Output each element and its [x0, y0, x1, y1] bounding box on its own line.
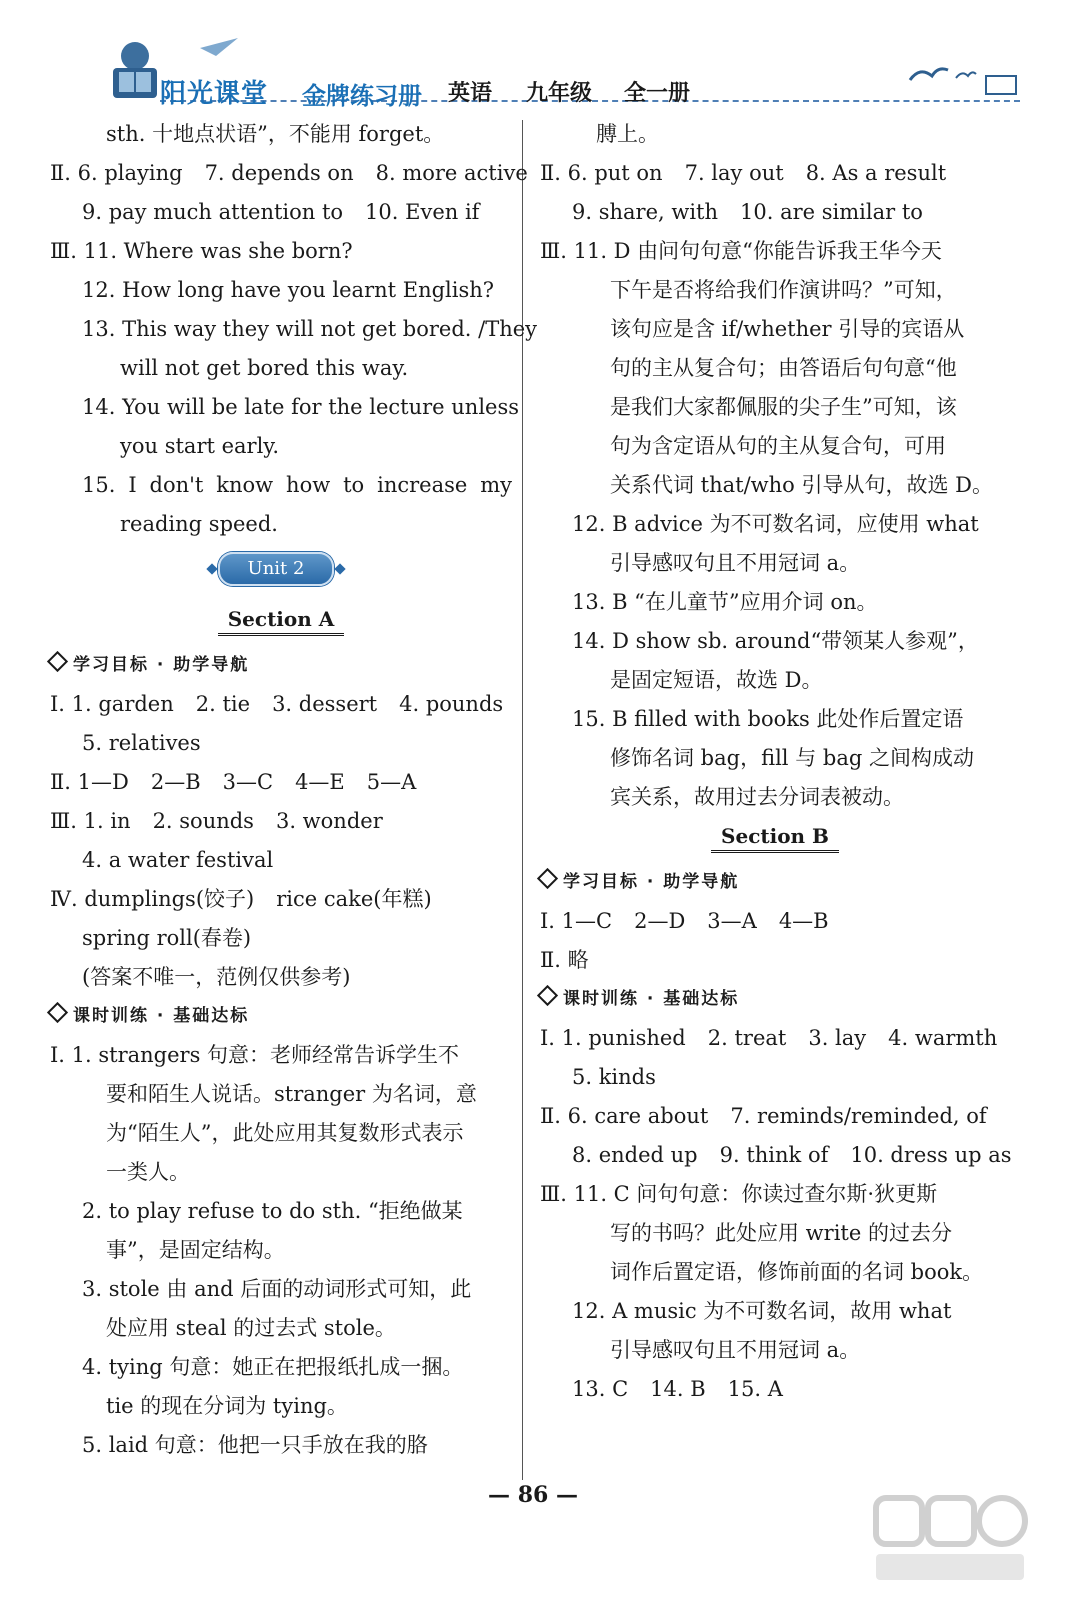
answer-line: 该句应是含 if/whether 引导的宾语从: [610, 317, 965, 341]
answer-line: 13. B “在儿童节”应用介词 on。: [572, 590, 878, 614]
answer-line: Ⅲ. 11. D 由问句句意“你能告诉我王华今天: [540, 239, 942, 263]
answer-line: 2. to play refuse to do sth. “拒绝做某: [82, 1199, 463, 1223]
answer-line: Ⅲ. 11. C 问句句意：你读过查尔斯·狄更斯: [540, 1182, 938, 1206]
diamond-bullet-icon: [47, 1002, 68, 1023]
answer-line: Ⅲ. 1. in 2. sounds 3. wonder: [50, 809, 383, 833]
answer-line: 12. How long have you learnt English?: [82, 278, 495, 302]
answer-line: 为“陌生人”，此处应用其复数形式表示: [106, 1121, 464, 1145]
answer-line: tie 的现在分词为 tying。: [106, 1394, 348, 1418]
answer-line: you start early.: [120, 434, 280, 458]
answer-line: 13. This way they will not get bored. /They: [82, 317, 538, 341]
brand-title: 阳光课堂: [160, 79, 269, 109]
answer-line: Ⅱ. 6. care about 7. reminds/reminded, of: [540, 1104, 987, 1128]
answer-line: 9. pay much attention to 10. Even if: [82, 200, 480, 224]
answer-line: 关系代词 that/who 引导从句，故选 D。: [610, 473, 994, 497]
answer-line: 5. kinds: [572, 1065, 656, 1089]
unit-badge: Unit 2: [218, 552, 334, 586]
answer-line: 处应用 steal 的过去式 stole。: [106, 1316, 396, 1340]
answer-line: 句的主从复合句；由答语后句句意“他: [610, 356, 957, 380]
answer-note: (答案不唯一，范例仅供参考): [82, 965, 351, 989]
answer-line: 9. share, with 10. are similar to: [572, 200, 923, 224]
answer-line: 14. You will be late for the lecture unless: [82, 395, 520, 419]
answer-line: 事”，是固定结构。: [106, 1238, 285, 1262]
answer-line: Ⅱ. 1—D 2—B 3—C 4—E 5—A: [50, 770, 417, 794]
answer-line: 14. D show sb. around“带领某人参观”，: [572, 629, 979, 653]
right-column: [540, 115, 1010, 1409]
answer-line: Ⅲ. 11. Where was she born?: [50, 239, 353, 263]
answer-line: 是我们大家都佩服的尖子生”可知，该: [610, 395, 957, 419]
answer-line: 句为含定语从句的主从复合句，可用: [610, 434, 946, 458]
answer-line: 5. relatives: [82, 731, 201, 755]
answer-line: 要和陌生人说话。stranger 为名词，意: [106, 1082, 477, 1106]
watermark-logo-icon: [870, 1490, 1030, 1590]
left-column: [50, 115, 538, 1465]
header-volume: 全一册: [624, 81, 691, 106]
section-a-title: Section A: [50, 600, 512, 646]
answer-line: 引导感叹句且不用冠词 a。: [610, 1338, 861, 1362]
unit-banner: [50, 544, 512, 600]
answer-line: sth. 十地点状语”，不能用 forget。: [106, 122, 445, 146]
answer-line: Ⅳ. dumplings(饺子) rice cake(年糕): [50, 887, 432, 911]
answer-line: 4. tying 句意：她正在把报纸扎成一捆。: [82, 1355, 464, 1379]
page-number: — 86 —: [488, 1482, 578, 1508]
answer-line: will not get bored this way.: [120, 356, 409, 380]
answer-line: 写的书吗？此处应用 write 的过去分: [610, 1221, 952, 1245]
answer-line: Ⅰ. 1. punished 2. treat 3. lay 4. warmth: [540, 1026, 998, 1050]
page-header: [40, 30, 1020, 110]
answer-line: 4. a water festival: [82, 848, 274, 872]
answer-line: Ⅱ. 略: [540, 948, 589, 972]
answer-line: 15. B filled with books 此处作后置定语: [572, 707, 964, 731]
subheading: 学习目标 · 助学导航: [540, 863, 1010, 902]
answer-line: 12. A music 为不可数名词，故用 what: [572, 1299, 952, 1323]
section-b-title: Section B: [540, 817, 1010, 863]
header-grade: 九年级: [526, 81, 593, 106]
answer-line: 5. laid 句意：他把一只手放在我的胳: [82, 1433, 428, 1457]
answer-line: 3. stole 由 and 后面的动词形式可知，此: [82, 1277, 472, 1301]
answer-line: 引导感叹句且不用冠词 a。: [610, 551, 861, 575]
diamond-bullet-icon: [537, 868, 558, 889]
answer-line: 13. C 14. B 15. A: [572, 1377, 783, 1401]
header-subject: 英语: [448, 81, 493, 106]
birds-decoration-icon: [900, 50, 1020, 100]
answer-line: 15. I don't know how to increase my: [82, 473, 512, 497]
subheading: 学习目标 · 助学导航: [50, 646, 512, 685]
answer-line: Ⅱ. 6. playing 7. depends on 8. more active: [50, 161, 528, 185]
subheading: 课时训练 · 基础达标: [540, 980, 1010, 1019]
answer-line: 宾关系，故用过去分词表被动。: [610, 785, 904, 809]
answer-line: 下午是否将给我们作演讲吗？”可知，: [610, 278, 957, 302]
answer-line: Ⅰ. 1. strangers 句意：老师经常告诉学生不: [50, 1043, 460, 1067]
answer-line: spring roll(春卷): [82, 926, 252, 950]
diamond-bullet-icon: [47, 651, 68, 672]
answer-line: reading speed.: [120, 512, 278, 536]
diamond-bullet-icon: [537, 985, 558, 1006]
answer-line: 一类人。: [106, 1160, 190, 1184]
answer-line: Ⅰ. 1—C 2—D 3—A 4—B: [540, 909, 829, 933]
answer-line: Ⅰ. 1. garden 2. tie 3. dessert 4. pounds: [50, 692, 504, 716]
answer-line: 修饰名词 bag，fill 与 bag 之间构成动: [610, 746, 974, 770]
subheading: 课时训练 · 基础达标: [50, 997, 512, 1036]
answer-line: 膊上。: [596, 122, 659, 146]
answer-line: 词作后置定语，修饰前面的名词 book。: [610, 1260, 984, 1284]
paper-plane-icon: [200, 36, 240, 58]
answer-line: Ⅱ. 6. put on 7. lay out 8. As a result: [540, 161, 947, 185]
answer-line: 8. ended up 9. think of 10. dress up as: [572, 1143, 1012, 1167]
answer-line: 12. B advice 为不可数名词，应使用 what: [572, 512, 979, 536]
brand-subtitle: 金牌练习册: [302, 82, 422, 110]
answer-line: 是固定短语，故选 D。: [610, 668, 823, 692]
